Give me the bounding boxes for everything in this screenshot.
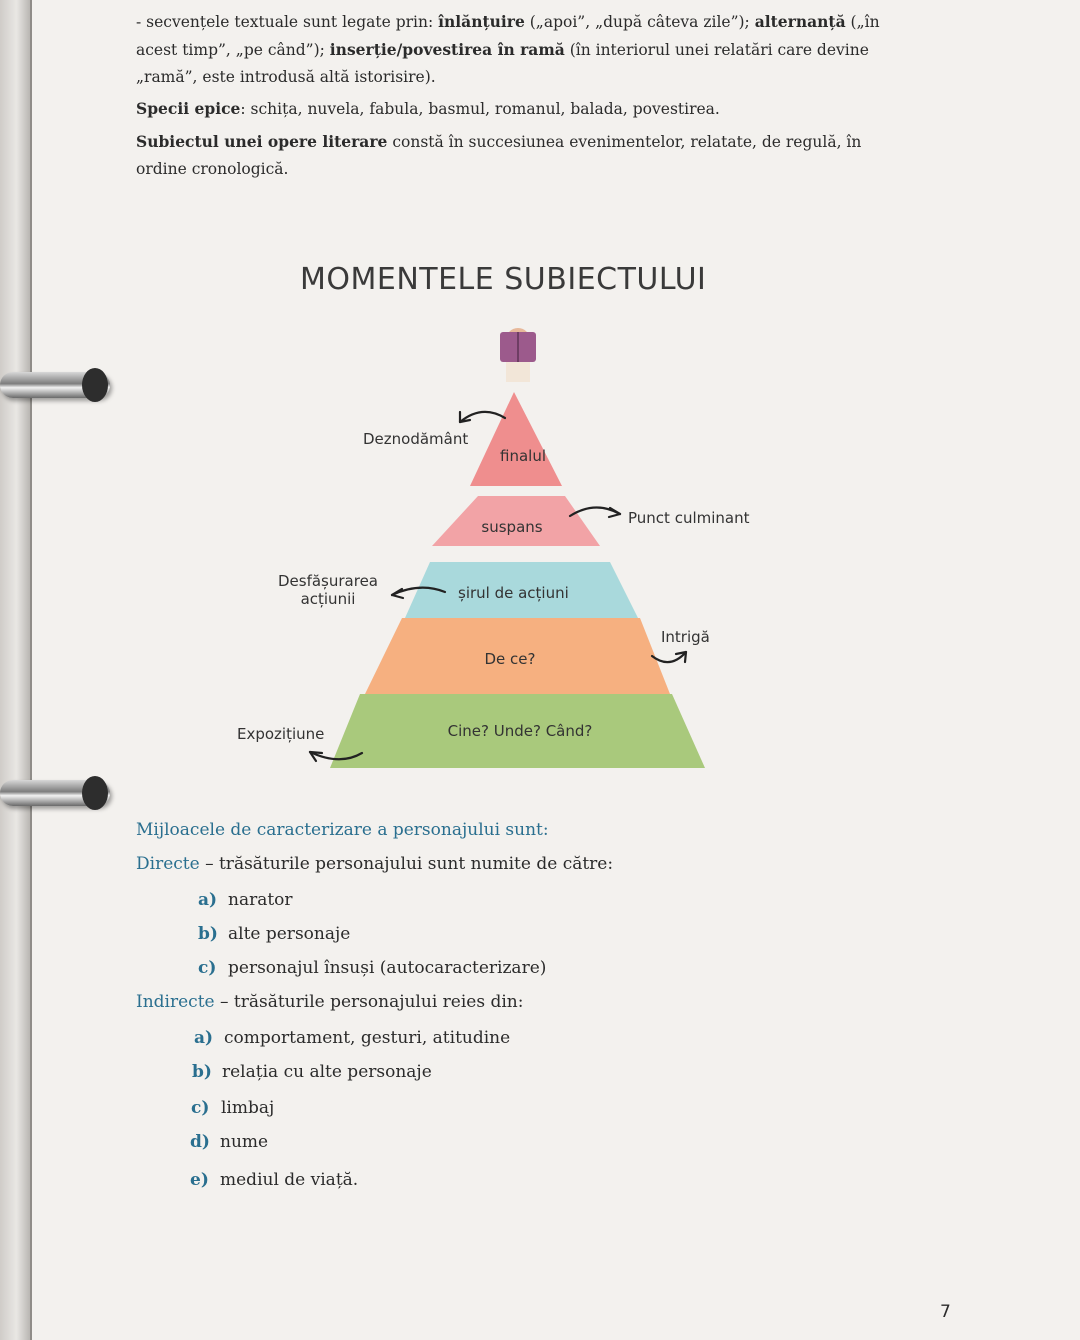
page-title: MOMENTELE SUBIECTULUI: [300, 262, 707, 297]
label-intriga: Intrigă: [661, 628, 710, 646]
indirect-line: Indirecte – trăsăturile personajului reies din:: [136, 992, 524, 1012]
label-finalul: finalul: [500, 447, 546, 465]
label-de-ce: De ce?: [484, 650, 536, 668]
characterization-heading: Mijloacele de caracterizare a personajului sunt:: [136, 820, 549, 840]
indirect-item-e: e) mediul de viață.: [190, 1170, 359, 1190]
arrow-head-punct-culminant: [609, 508, 620, 517]
epic-species-paragraph: Specii epice: schița, nuvela, fabula, basmul, romanul, balada, povestirea.: [136, 99, 720, 119]
direct-item-c: c) personajul însuși (autocaracterizare): [198, 958, 547, 978]
indirect-item-c: c) limbaj: [191, 1098, 275, 1118]
plot-pyramid-diagram: [0, 300, 1080, 800]
direct-item-b: b) alte personaje: [198, 924, 351, 944]
label-expozitiune: Expozițiune: [237, 725, 325, 743]
intro-text: [136, 8, 912, 187]
label-punct-culminant: Punct culminant: [628, 509, 750, 527]
pyramid-level-finalul: [470, 392, 562, 486]
direct-item-a: a) narator: [198, 890, 293, 910]
book-icon: [500, 328, 536, 382]
subject-definition-paragraph: Subiectul unei opere literare constă în succesiunea evenimentelor, relatate, de regulă, în ordine cronologică.: [136, 131, 862, 178]
indirect-item-a: a) comportament, gesturi, atitudine: [194, 1028, 511, 1048]
indirect-item-b: b) relația cu alte personaje: [192, 1062, 432, 1082]
label-desfasurarea-actiunii: Desfășurarea acțiunii: [277, 572, 379, 608]
label-cine-unde-cand: Cine? Unde? Când?: [447, 722, 593, 740]
page-number: 7: [940, 1302, 951, 1322]
indirect-item-d: d) nume: [190, 1132, 269, 1152]
sequences-paragraph: - secvențele textuale sunt legate prin: înlănțuire („apoi”, „după câteva zile”); alternanță („în acest timp”, „pe când”); inserție/povestirea în ramă (în interiorul unei relatări care devine „ramă”, este introdusă altă istorisire).: [136, 12, 880, 87]
label-suspans: suspans: [481, 518, 543, 536]
direct-line: Directe – trăsăturile personajului sunt numite de către:: [136, 854, 614, 874]
label-sirul-de-actiuni: șirul de acțiuni: [458, 584, 569, 602]
label-deznodamant: Deznodământ: [363, 430, 469, 448]
